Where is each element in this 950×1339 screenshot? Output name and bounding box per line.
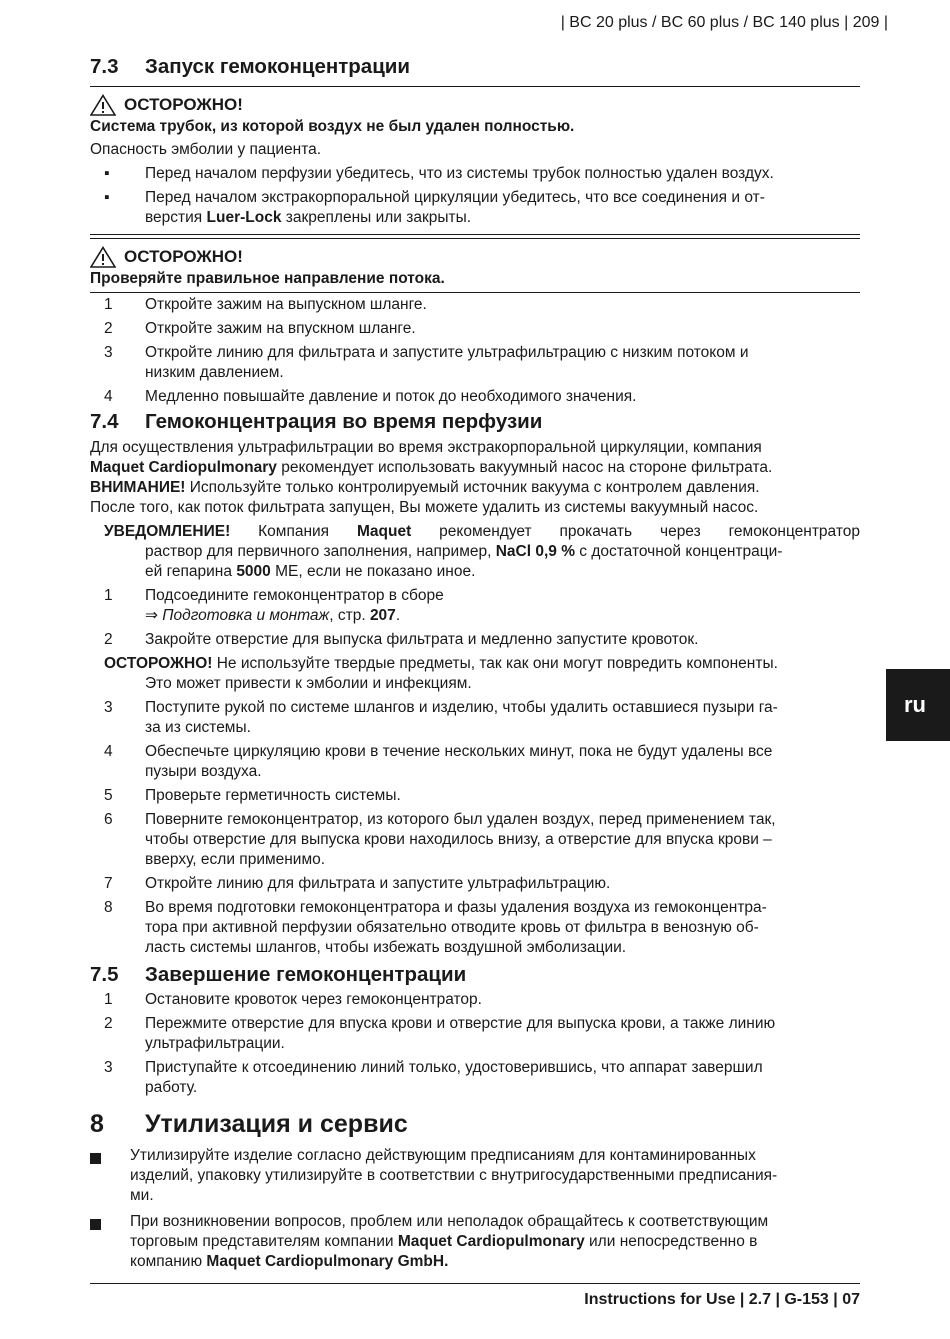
section-7-4-steps	[90, 698, 860, 958]
step-item	[90, 630, 860, 650]
step-text: Остановите кровоток через гемоконцентратор.	[145, 991, 482, 1008]
step-number: 8	[104, 899, 113, 916]
caution-block: ОСТОРОЖНО! Не используйте твердые предметы, так как они могут повредить компоненты. Это может привести к эмболии и инфекциям.	[104, 655, 778, 692]
step-number: 1	[104, 587, 113, 604]
section-7-3-steps	[90, 295, 860, 407]
section-number: 7.5	[90, 963, 119, 986]
bullet-marker: ▪	[104, 165, 110, 182]
step-item	[90, 874, 860, 894]
step-text: Проверьте герметичность системы.	[145, 787, 401, 804]
document-content	[90, 52, 860, 1272]
step-text: Подсоедините гемоконцентратор в сборе ⇒ Подготовка и монтаж, стр. 207.	[145, 587, 444, 624]
step-text: Откройте линию для фильтрата и запустите ультрафильтрацию.	[145, 875, 611, 892]
bullet-marker: ▪	[104, 189, 110, 206]
step-item	[90, 586, 860, 626]
list-item	[90, 1212, 860, 1272]
step-number: 4	[104, 743, 113, 760]
bullet-text: Перед началом перфузии убедитесь, что из системы трубок полностью удален воздух.	[145, 165, 774, 182]
warning-1-subtitle: Система трубок, из которой воздух не был удален полностью.	[90, 118, 575, 135]
double-divider	[90, 234, 860, 239]
step-text: Поверните гемоконцентратор, из которого был удален воздух, перед применением так, чтобы отверстие для выпуска крови находилось внизу, а отверстие для впуска крови – вверху, если применимо.	[145, 811, 776, 868]
warning-1-title	[90, 93, 860, 117]
warning-label: ОСТОРОЖНО!	[124, 95, 243, 114]
list-item-text: Утилизируйте изделие согласно действующим предписаниям для контаминированных изделий, упаковку утилизируйте в соответствии с внутригосударственными предписания- ми.	[130, 1147, 778, 1204]
section-number: 7.3	[90, 55, 119, 78]
section-title: Завершение гемоконцентрации	[145, 963, 467, 986]
divider	[90, 292, 860, 293]
section-7-4-heading	[90, 409, 860, 435]
step-item	[90, 698, 860, 738]
step-item	[90, 990, 860, 1010]
square-bullet-icon	[90, 1212, 130, 1272]
step-item	[90, 387, 860, 407]
step-number: 4	[104, 388, 113, 405]
cross-reference-link[interactable]: ⇒ Подготовка и монтаж	[145, 607, 330, 624]
step-item	[90, 786, 860, 806]
warning-triangle-icon	[90, 246, 116, 268]
step-text: Откройте линию для фильтрата и запустите ультрафильтрацию с низким потоком и низким давлением.	[145, 344, 749, 381]
section-7-5-steps	[90, 990, 860, 1098]
chapter-8-heading	[90, 1108, 860, 1140]
warning-1-bullet	[90, 188, 860, 228]
step-item	[90, 810, 860, 870]
section-title: Гемоконцентрация во время перфузии	[145, 410, 543, 433]
paragraph-line: ВНИМАНИЕ! Используйте только контролируемый источник вакуума с контролем давления.	[90, 479, 760, 496]
step-number: 1	[104, 296, 113, 313]
notice-block: УВЕДОМЛЕНИЕ! Компания Maquet рекомендует прокачать через гемоконцентратор раствор для первичного заполнения, например, NaCl 0,9 % с достаточной концентраци- ей гепарина 5000 МЕ, если не показано иное.	[104, 523, 860, 580]
paragraph-line: Для осуществления ультрафильтрации во время экстракорпоральной циркуляции, компания	[90, 439, 762, 456]
paragraph-line: После того, как поток фильтрата запущен, Вы можете удалить из системы вакуумный насос.	[90, 499, 759, 516]
step-number: 3	[104, 699, 113, 716]
step-number: 3	[104, 1059, 113, 1076]
step-number: 2	[104, 631, 113, 648]
step-number: 2	[104, 1015, 113, 1032]
step-number: 6	[104, 811, 113, 828]
paragraph-line: Maquet Cardiopulmonary рекомендует использовать вакуумный насос на стороне фильтрата.	[90, 459, 773, 476]
step-text: Поступите рукой по системе шлангов и изделию, чтобы удалить оставшиеся пузыри га- за из системы.	[145, 699, 778, 736]
bullet-text: Перед началом экстракорпоральной циркуляции убедитесь, что все соединения и от- верстия Luer-Lock закреплены или закрыты.	[145, 189, 765, 226]
chapter-title: Утилизация и сервис	[145, 1110, 408, 1138]
warning-triangle-icon	[90, 94, 116, 116]
step-item	[90, 742, 860, 782]
step-text: Во время подготовки гемоконцентратора и фазы удаления воздуха из гемоконцентра- тора при активной перфузии обязательно отводите кровь от фильтра в венозную об- ласть системы шлангов, чтобы избежать воздушной эмболизации.	[145, 899, 767, 956]
step-number: 5	[104, 787, 113, 804]
step-item	[90, 343, 860, 383]
list-item	[90, 1146, 860, 1206]
section-number: 7.4	[90, 410, 119, 433]
list-item-text: При возникновении вопросов, проблем или неполадок обращайтесь к соответствующим торговым представителям компании Maquet Cardiopulmonary или непосредственно в компанию Maquet Cardiopulmonary GmbH.	[130, 1213, 769, 1270]
section-7-4-intro	[90, 438, 860, 518]
warning-2-title	[90, 245, 860, 269]
step-text: Обеспечьте циркуляцию крови в течение нескольких минут, пока не будут удалены все пузыри воздуха.	[145, 743, 773, 780]
step-item	[90, 1058, 860, 1098]
divider	[90, 86, 860, 87]
step-text: Откройте зажим на впускном шланге.	[145, 320, 416, 337]
chapter-number: 8	[90, 1110, 104, 1138]
warning-2-subtitle: Проверяйте правильное направление потока.	[90, 270, 445, 287]
square-bullet-icon	[90, 1146, 130, 1206]
section-7-3-heading	[90, 54, 860, 80]
section-title: Запуск гемоконцентрации	[145, 55, 411, 78]
step-number: 7	[104, 875, 113, 892]
step-text: Медленно повышайте давление и поток до необходимого значения.	[145, 388, 637, 405]
language-tab: ru	[886, 669, 950, 741]
step-number: 1	[104, 991, 113, 1008]
warning-1-text: Опасность эмболии у пациента.	[90, 141, 322, 158]
warning-label: ОСТОРОЖНО!	[124, 247, 243, 266]
step-item	[90, 898, 860, 958]
step-item	[90, 1014, 860, 1054]
step-number: 3	[104, 344, 113, 361]
step-text: Закройте отверстие для выпуска фильтрата и медленно запустите кровоток.	[145, 631, 699, 648]
step-text: Откройте зажим на выпускном шланге.	[145, 296, 427, 313]
page-footer: Instructions for Use | 2.7 | G-153 | 07	[584, 1291, 860, 1308]
step-item	[90, 319, 860, 339]
footer-divider	[90, 1283, 860, 1284]
page-header: | BC 20 plus / BC 60 plus / BC 140 plus | 209 |	[560, 14, 888, 31]
step-number: 2	[104, 320, 113, 337]
step-text: Пережмите отверстие для впуска крови и отверстие для выпуска крови, а также линию ультрафильтрации.	[145, 1015, 776, 1052]
section-7-5-heading	[90, 962, 860, 988]
step-item	[90, 295, 860, 315]
step-text: Приступайте к отсоединению линий только, удостоверившись, что аппарат завершил работу.	[145, 1059, 763, 1096]
warning-1-bullet	[90, 164, 860, 184]
